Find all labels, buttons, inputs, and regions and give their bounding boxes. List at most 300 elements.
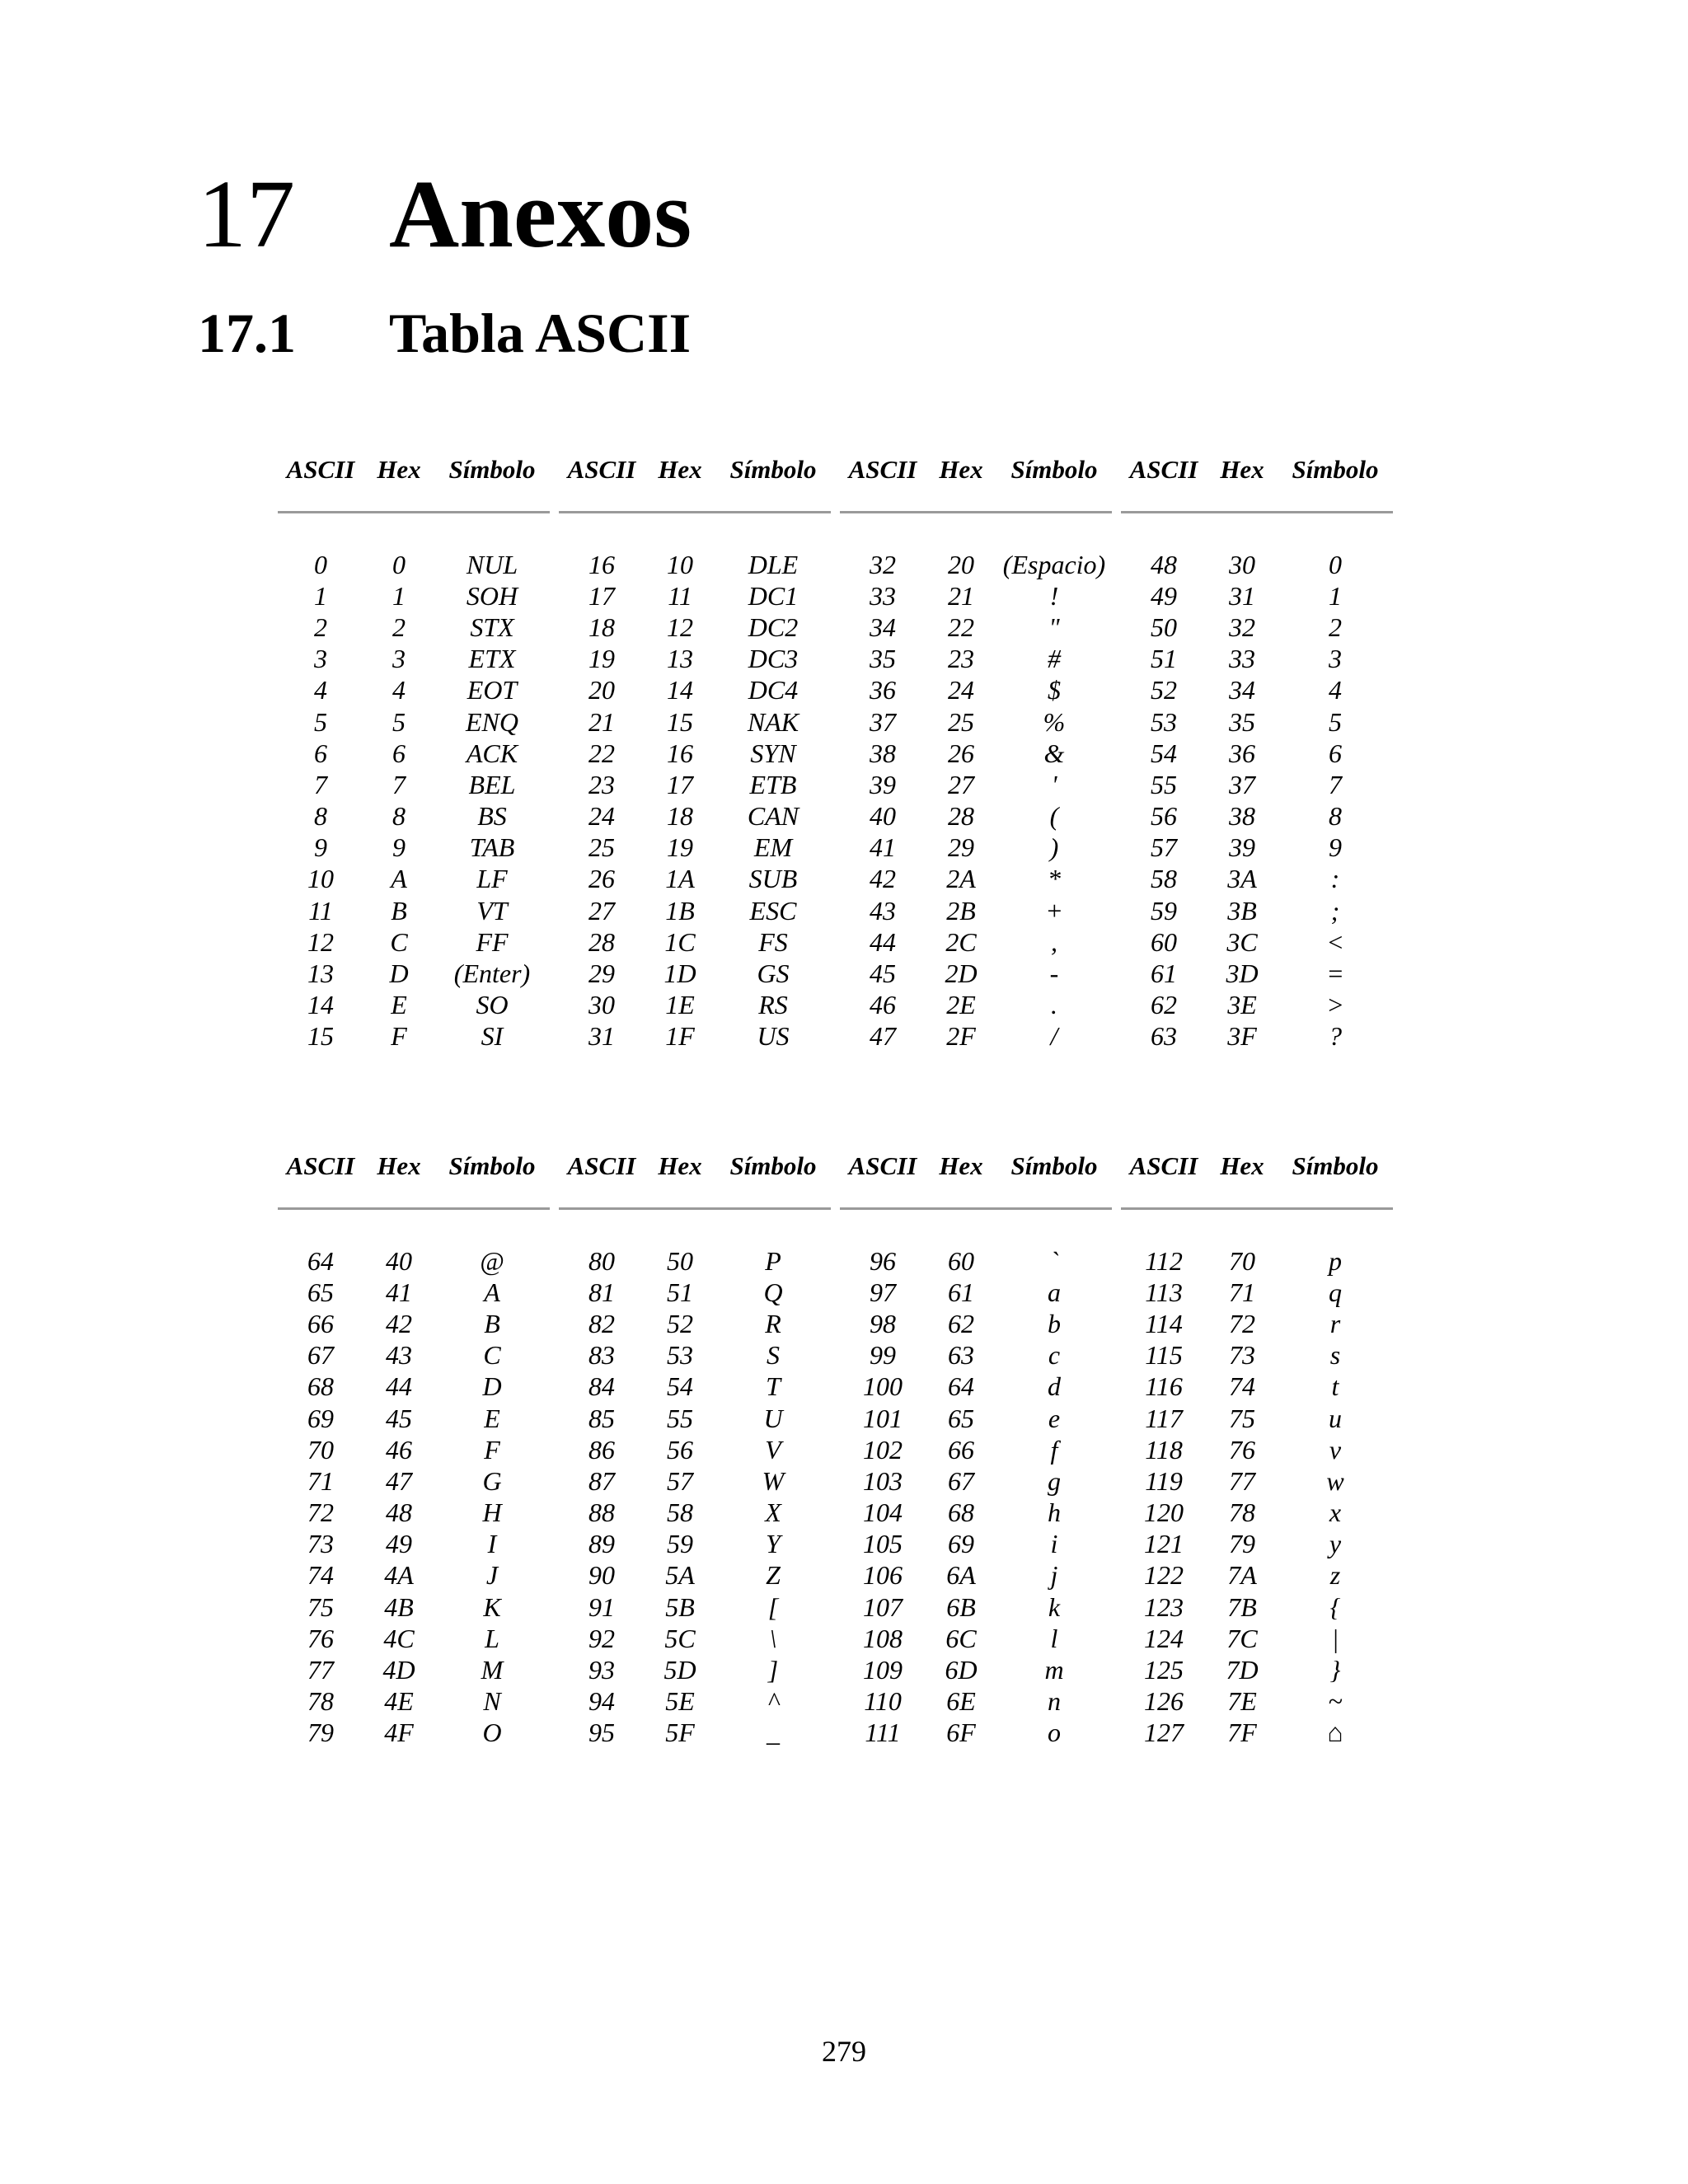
symbol-cell: DC1 bbox=[748, 580, 799, 611]
ascii-cell: 49 bbox=[1151, 580, 1177, 611]
ascii-cell: 6 bbox=[314, 738, 327, 768]
hex-cell: 3F bbox=[1227, 1021, 1257, 1052]
ascii-cell: 96 bbox=[870, 1245, 896, 1276]
header-hex: Hex bbox=[1220, 1151, 1264, 1180]
header-symbol: Símbolo bbox=[448, 1151, 536, 1180]
symbol-cell: DLE bbox=[748, 549, 799, 579]
ascii-cell: 123 bbox=[1144, 1591, 1184, 1622]
hex-cell: 1 bbox=[392, 580, 406, 611]
table-row bbox=[278, 1245, 1403, 1277]
ascii-cell: 32 bbox=[870, 549, 896, 579]
hex-cell: 44 bbox=[386, 1371, 412, 1402]
hex-cell: 54 bbox=[667, 1371, 693, 1402]
ascii-cell: 111 bbox=[865, 1718, 901, 1748]
ascii-cell: 21 bbox=[588, 706, 615, 737]
hex-cell: 75 bbox=[1229, 1403, 1255, 1433]
table-row bbox=[278, 738, 1403, 769]
ascii-cell: 70 bbox=[307, 1434, 334, 1465]
ascii-cell: 88 bbox=[588, 1497, 615, 1528]
symbol-cell: SI bbox=[481, 1021, 504, 1052]
hex-cell: 69 bbox=[948, 1529, 974, 1559]
ascii-cell: 93 bbox=[588, 1655, 615, 1685]
symbol-cell: DC2 bbox=[748, 612, 799, 642]
ascii-cell: 101 bbox=[863, 1403, 903, 1433]
ascii-cell: 59 bbox=[1151, 895, 1177, 926]
symbol-cell: ? bbox=[1329, 1021, 1342, 1052]
ascii-cell: 15 bbox=[307, 1021, 334, 1052]
symbol-cell: DC4 bbox=[748, 675, 799, 705]
hex-cell: 31 bbox=[1229, 580, 1255, 611]
hex-cell: 65 bbox=[948, 1403, 974, 1433]
hex-cell: 48 bbox=[386, 1497, 412, 1528]
ascii-cell: 84 bbox=[588, 1371, 615, 1402]
table-row bbox=[278, 675, 1403, 706]
symbol-cell: FF bbox=[476, 926, 509, 957]
symbol-cell: ) bbox=[1049, 832, 1059, 863]
symbol-cell: Z bbox=[766, 1560, 781, 1591]
symbol-cell: W bbox=[762, 1465, 785, 1496]
ascii-cell: 61 bbox=[1151, 958, 1177, 989]
hex-cell: 55 bbox=[667, 1403, 693, 1433]
ascii-cell: 120 bbox=[1144, 1497, 1184, 1528]
table-row bbox=[278, 832, 1403, 864]
ascii-cell: 2 bbox=[314, 612, 327, 642]
symbol-cell: $ bbox=[1048, 675, 1061, 705]
hex-cell: 11 bbox=[668, 580, 692, 611]
hex-cell: 5D bbox=[663, 1655, 696, 1685]
ascii-cell: 115 bbox=[1145, 1340, 1183, 1371]
hex-cell: 0 bbox=[392, 549, 406, 579]
ascii-cell: 46 bbox=[870, 990, 896, 1020]
ascii-cell: 107 bbox=[863, 1591, 903, 1622]
ascii-cell: 81 bbox=[588, 1277, 615, 1307]
header-symbol: Símbolo bbox=[1292, 1151, 1379, 1180]
symbol-cell: l bbox=[1050, 1623, 1058, 1653]
hex-cell: 30 bbox=[1229, 549, 1255, 579]
symbol-cell: : bbox=[1330, 864, 1340, 894]
ascii-cell: 99 bbox=[870, 1340, 896, 1371]
symbol-cell: EM bbox=[753, 832, 793, 863]
table-row bbox=[278, 769, 1403, 800]
header-ascii: ASCII bbox=[567, 455, 636, 484]
hex-cell: 15 bbox=[667, 706, 693, 737]
ascii-cell: 34 bbox=[870, 612, 896, 642]
symbol-cell: SUB bbox=[748, 864, 798, 894]
hex-cell: 1D bbox=[663, 958, 696, 989]
ascii-cell: 68 bbox=[307, 1371, 334, 1402]
symbol-cell: STX bbox=[470, 612, 514, 642]
header-symbol: Símbolo bbox=[1010, 455, 1098, 484]
hex-cell: 22 bbox=[948, 612, 974, 642]
ascii-cell: 97 bbox=[870, 1277, 896, 1307]
ascii-cell: 13 bbox=[307, 958, 334, 989]
header-symbol: Símbolo bbox=[729, 455, 817, 484]
symbol-cell: s bbox=[1329, 1340, 1341, 1371]
header-ascii: ASCII bbox=[567, 1151, 636, 1180]
hex-cell: 17 bbox=[667, 769, 693, 799]
hex-cell: 24 bbox=[948, 675, 974, 705]
hex-cell: 76 bbox=[1229, 1434, 1255, 1465]
symbol-cell: Q bbox=[763, 1277, 783, 1307]
ascii-table-block-2 bbox=[278, 1146, 1403, 1749]
symbol-cell: O bbox=[482, 1718, 502, 1748]
hex-cell: 5C bbox=[664, 1623, 696, 1653]
ascii-cell: 22 bbox=[588, 738, 615, 768]
symbol-cell: R bbox=[765, 1308, 781, 1338]
hex-cell: 7 bbox=[392, 769, 406, 799]
ascii-cell: 33 bbox=[870, 580, 896, 611]
ascii-cell: 57 bbox=[1151, 832, 1177, 863]
ascii-cell: 4 bbox=[314, 675, 327, 705]
symbol-cell: w bbox=[1326, 1465, 1344, 1496]
ascii-cell: 60 bbox=[1151, 926, 1177, 957]
hex-cell: 74 bbox=[1229, 1371, 1255, 1402]
ascii-cell: 119 bbox=[1145, 1465, 1183, 1496]
ascii-cell: 28 bbox=[588, 926, 615, 957]
ascii-table-block-1 bbox=[278, 449, 1403, 1052]
symbol-cell: (Enter) bbox=[453, 958, 531, 989]
hex-cell: 23 bbox=[948, 644, 974, 674]
chapter-title: Anexos bbox=[389, 160, 692, 268]
hex-cell: 72 bbox=[1229, 1308, 1255, 1338]
ascii-cell: 69 bbox=[307, 1403, 334, 1433]
ascii-cell: 114 bbox=[1145, 1308, 1183, 1338]
header-divider bbox=[278, 511, 550, 514]
hex-cell: 3D bbox=[1226, 958, 1259, 989]
header-divider bbox=[1121, 511, 1393, 514]
symbol-cell: v bbox=[1329, 1434, 1342, 1465]
ascii-cell: 23 bbox=[588, 769, 615, 799]
hex-cell: 60 bbox=[948, 1245, 974, 1276]
ascii-cell: 20 bbox=[588, 675, 615, 705]
hex-cell: 3A bbox=[1227, 864, 1257, 894]
page-number: 279 bbox=[822, 2035, 866, 2068]
hex-cell: 42 bbox=[386, 1308, 412, 1338]
ascii-cell: 103 bbox=[863, 1465, 903, 1496]
hex-cell: 7F bbox=[1227, 1718, 1257, 1748]
ascii-cell: 87 bbox=[588, 1465, 615, 1496]
table-row bbox=[278, 1718, 1403, 1749]
symbol-cell: * bbox=[1048, 864, 1061, 894]
symbol-cell: N bbox=[483, 1686, 501, 1717]
ascii-cell: 125 bbox=[1144, 1655, 1184, 1685]
symbol-cell: , bbox=[1051, 926, 1057, 957]
ascii-cell: 113 bbox=[1145, 1277, 1183, 1307]
hex-cell: 3 bbox=[392, 644, 406, 674]
hex-cell: 45 bbox=[386, 1403, 412, 1433]
hex-cell: 3E bbox=[1227, 990, 1257, 1020]
ascii-cell: 89 bbox=[588, 1529, 615, 1559]
hex-cell: A bbox=[391, 864, 407, 894]
ascii-cell: 44 bbox=[870, 926, 896, 957]
hex-cell: 79 bbox=[1229, 1529, 1255, 1559]
ascii-cell: 75 bbox=[307, 1591, 334, 1622]
section-number: 17.1 bbox=[198, 302, 296, 364]
header-symbol: Símbolo bbox=[729, 1151, 817, 1180]
header-ascii: ASCII bbox=[848, 1151, 917, 1180]
ascii-cell: 5 bbox=[314, 706, 327, 737]
symbol-cell: d bbox=[1048, 1371, 1061, 1402]
hex-cell: 36 bbox=[1229, 738, 1255, 768]
symbol-cell: 1 bbox=[1329, 580, 1342, 611]
symbol-cell: } bbox=[1329, 1655, 1341, 1685]
header-hex: Hex bbox=[939, 1151, 983, 1180]
hex-cell: 1E bbox=[665, 990, 695, 1020]
ascii-cell: 62 bbox=[1151, 990, 1177, 1020]
hex-cell: 52 bbox=[667, 1308, 693, 1338]
table-row bbox=[278, 706, 1403, 738]
symbol-cell: r bbox=[1329, 1308, 1341, 1338]
hex-cell: 7C bbox=[1226, 1623, 1258, 1653]
symbol-cell: NAK bbox=[747, 706, 799, 737]
symbol-cell: CAN bbox=[747, 801, 799, 832]
ascii-cell: 64 bbox=[307, 1245, 334, 1276]
symbol-cell: E bbox=[484, 1403, 500, 1433]
ascii-cell: 95 bbox=[588, 1718, 615, 1748]
hex-cell: 47 bbox=[386, 1465, 412, 1496]
hex-cell: 2E bbox=[946, 990, 976, 1020]
ascii-cell: 42 bbox=[870, 864, 896, 894]
hex-cell: 4E bbox=[384, 1686, 414, 1717]
symbol-cell: SYN bbox=[750, 738, 796, 768]
hex-cell: 19 bbox=[667, 832, 693, 863]
hex-cell: C bbox=[390, 926, 408, 957]
chapter-heading bbox=[198, 157, 692, 272]
ascii-cell: 40 bbox=[870, 801, 896, 832]
symbol-cell: 2 bbox=[1329, 612, 1342, 642]
ascii-cell: 52 bbox=[1151, 675, 1177, 705]
hex-cell: 2B bbox=[946, 895, 976, 926]
hex-cell: 56 bbox=[667, 1434, 693, 1465]
hex-cell: 77 bbox=[1229, 1465, 1255, 1496]
ascii-cell: 31 bbox=[588, 1021, 615, 1052]
ascii-cell: 85 bbox=[588, 1403, 615, 1433]
ascii-cell: 71 bbox=[307, 1465, 334, 1496]
ascii-cell: 127 bbox=[1144, 1718, 1184, 1748]
hex-cell: 8 bbox=[392, 801, 406, 832]
symbol-cell: H bbox=[482, 1497, 502, 1528]
hex-cell: 4C bbox=[383, 1623, 415, 1653]
header-hex: Hex bbox=[658, 1151, 702, 1180]
symbol-cell: 3 bbox=[1329, 644, 1342, 674]
hex-cell: 58 bbox=[667, 1497, 693, 1528]
hex-cell: 16 bbox=[667, 738, 693, 768]
symbol-cell: VT bbox=[476, 895, 508, 926]
ascii-cell: 105 bbox=[863, 1529, 903, 1559]
ascii-cell: 79 bbox=[307, 1718, 334, 1748]
symbol-cell: " bbox=[1048, 612, 1060, 642]
symbol-cell: SOH bbox=[466, 580, 518, 611]
hex-cell: 5E bbox=[665, 1686, 695, 1717]
symbol-cell: n bbox=[1048, 1686, 1061, 1717]
ascii-cell: 86 bbox=[588, 1434, 615, 1465]
ascii-cell: 126 bbox=[1144, 1686, 1184, 1717]
ascii-cell: 14 bbox=[307, 990, 334, 1020]
table-row bbox=[278, 1403, 1403, 1434]
symbol-cell: k bbox=[1048, 1591, 1061, 1622]
hex-cell: 35 bbox=[1229, 706, 1255, 737]
hex-cell: 66 bbox=[948, 1434, 974, 1465]
hex-cell: B bbox=[391, 895, 407, 926]
ascii-cell: 41 bbox=[870, 832, 896, 863]
symbol-cell: c bbox=[1048, 1340, 1061, 1371]
table-header-row bbox=[278, 1146, 1403, 1187]
symbol-cell: = bbox=[1326, 958, 1344, 989]
ascii-cell: 74 bbox=[307, 1560, 334, 1591]
hex-cell: D bbox=[389, 958, 409, 989]
hex-cell: 1C bbox=[664, 926, 696, 957]
hex-cell: 32 bbox=[1229, 612, 1255, 642]
symbol-cell: j bbox=[1050, 1560, 1058, 1591]
hex-cell: 51 bbox=[667, 1277, 693, 1307]
header-ascii: ASCII bbox=[1129, 455, 1198, 484]
table-row bbox=[278, 990, 1403, 1021]
symbol-cell: ⌂ bbox=[1327, 1718, 1343, 1748]
hex-cell: 4A bbox=[384, 1560, 414, 1591]
hex-cell: 4 bbox=[392, 675, 406, 705]
hex-cell: 2F bbox=[946, 1021, 976, 1052]
symbol-cell: < bbox=[1326, 926, 1344, 957]
hex-cell: 12 bbox=[667, 612, 693, 642]
hex-cell: 39 bbox=[1229, 832, 1255, 863]
header-hex: Hex bbox=[377, 455, 421, 484]
hex-cell: 1B bbox=[665, 895, 695, 926]
symbol-cell: 6 bbox=[1329, 738, 1342, 768]
table-row bbox=[278, 580, 1403, 612]
symbol-cell: G bbox=[482, 1465, 502, 1496]
hex-cell: 43 bbox=[386, 1340, 412, 1371]
symbol-cell: a bbox=[1048, 1277, 1061, 1307]
symbol-cell: m bbox=[1044, 1655, 1064, 1685]
table-row bbox=[278, 1465, 1403, 1497]
symbol-cell: ' bbox=[1051, 769, 1057, 799]
table-row bbox=[278, 895, 1403, 926]
hex-cell: 63 bbox=[948, 1340, 974, 1371]
symbol-cell: US bbox=[757, 1021, 790, 1052]
symbol-cell: C bbox=[483, 1340, 501, 1371]
table-row bbox=[278, 1021, 1403, 1052]
ascii-cell: 35 bbox=[870, 644, 896, 674]
hex-cell: 38 bbox=[1229, 801, 1255, 832]
symbol-cell: u bbox=[1329, 1403, 1342, 1433]
header-divider bbox=[559, 1207, 831, 1211]
ascii-cell: 45 bbox=[870, 958, 896, 989]
ascii-cell: 37 bbox=[870, 706, 896, 737]
hex-cell: 62 bbox=[948, 1308, 974, 1338]
ascii-cell: 83 bbox=[588, 1340, 615, 1371]
table-row bbox=[278, 801, 1403, 832]
hex-cell: 70 bbox=[1229, 1245, 1255, 1276]
symbol-cell: y bbox=[1329, 1529, 1342, 1559]
header-ascii: ASCII bbox=[1129, 1151, 1198, 1180]
symbol-cell: t bbox=[1331, 1371, 1339, 1402]
ascii-cell: 10 bbox=[307, 864, 334, 894]
ascii-cell: 78 bbox=[307, 1686, 334, 1717]
hex-cell: 21 bbox=[948, 580, 974, 611]
hex-cell: 78 bbox=[1229, 1497, 1255, 1528]
symbol-cell: f bbox=[1050, 1434, 1058, 1465]
symbol-cell: { bbox=[1329, 1591, 1341, 1622]
ascii-cell: 58 bbox=[1151, 864, 1177, 894]
symbol-cell: (Espacio) bbox=[1002, 549, 1106, 579]
table-row bbox=[278, 1591, 1403, 1623]
ascii-cell: 55 bbox=[1151, 769, 1177, 799]
table-row bbox=[278, 1686, 1403, 1718]
ascii-cell: 48 bbox=[1151, 549, 1177, 579]
ascii-cell: 124 bbox=[1144, 1623, 1184, 1653]
symbol-cell: D bbox=[482, 1371, 502, 1402]
ascii-cell: 36 bbox=[870, 675, 896, 705]
table-row bbox=[278, 1371, 1403, 1403]
ascii-cell: 102 bbox=[863, 1434, 903, 1465]
symbol-cell: q bbox=[1329, 1277, 1342, 1307]
symbol-cell: NUL bbox=[466, 549, 518, 579]
hex-cell: 6 bbox=[392, 738, 406, 768]
symbol-cell: @ bbox=[480, 1245, 504, 1276]
header-symbol: Símbolo bbox=[1292, 455, 1379, 484]
symbol-cell: EOT bbox=[467, 675, 518, 705]
hex-cell: 6D bbox=[945, 1655, 978, 1685]
ascii-cell: 117 bbox=[1145, 1403, 1183, 1433]
hex-cell: 61 bbox=[948, 1277, 974, 1307]
symbol-cell: RS bbox=[758, 990, 788, 1020]
symbol-cell: K bbox=[483, 1591, 501, 1622]
symbol-cell: + bbox=[1045, 895, 1063, 926]
hex-cell: 6F bbox=[946, 1718, 976, 1748]
symbol-cell: 7 bbox=[1329, 769, 1342, 799]
symbol-cell: T bbox=[766, 1371, 781, 1402]
hex-cell: 7D bbox=[1226, 1655, 1259, 1685]
section-heading bbox=[198, 301, 691, 366]
symbol-cell: X bbox=[765, 1497, 781, 1528]
ascii-cell: 7 bbox=[314, 769, 327, 799]
ascii-cell: 118 bbox=[1145, 1434, 1183, 1465]
header-hex: Hex bbox=[1220, 455, 1264, 484]
symbol-cell: TAB bbox=[469, 832, 515, 863]
symbol-cell: V bbox=[765, 1434, 781, 1465]
symbol-cell: i bbox=[1050, 1529, 1058, 1559]
hex-cell: 1F bbox=[665, 1021, 695, 1052]
hex-cell: E bbox=[391, 990, 407, 1020]
header-divider bbox=[559, 511, 831, 514]
symbol-cell: LF bbox=[476, 864, 508, 894]
ascii-cell: 26 bbox=[588, 864, 615, 894]
symbol-cell: ^ bbox=[767, 1686, 779, 1717]
symbol-cell: b bbox=[1048, 1308, 1061, 1338]
hex-cell: 57 bbox=[667, 1465, 693, 1496]
hex-cell: 7B bbox=[1227, 1591, 1257, 1622]
table-row bbox=[278, 1529, 1403, 1560]
ascii-cell: 122 bbox=[1144, 1560, 1184, 1591]
ascii-cell: 98 bbox=[870, 1308, 896, 1338]
symbol-cell: e bbox=[1048, 1403, 1061, 1433]
symbol-cell: _ bbox=[767, 1718, 780, 1748]
ascii-cell: 12 bbox=[307, 926, 334, 957]
table-row bbox=[278, 1434, 1403, 1465]
symbol-cell: DC3 bbox=[748, 644, 799, 674]
ascii-cell: 104 bbox=[863, 1497, 903, 1528]
ascii-cell: 82 bbox=[588, 1308, 615, 1338]
ascii-cell: 8 bbox=[314, 801, 327, 832]
table-row bbox=[278, 958, 1403, 989]
hex-cell: 73 bbox=[1229, 1340, 1255, 1371]
hex-cell: 4B bbox=[384, 1591, 414, 1622]
ascii-cell: 73 bbox=[307, 1529, 334, 1559]
symbol-cell: 5 bbox=[1329, 706, 1342, 737]
header-ascii: ASCII bbox=[286, 1151, 355, 1180]
table-row bbox=[278, 1340, 1403, 1371]
hex-cell: 27 bbox=[948, 769, 974, 799]
